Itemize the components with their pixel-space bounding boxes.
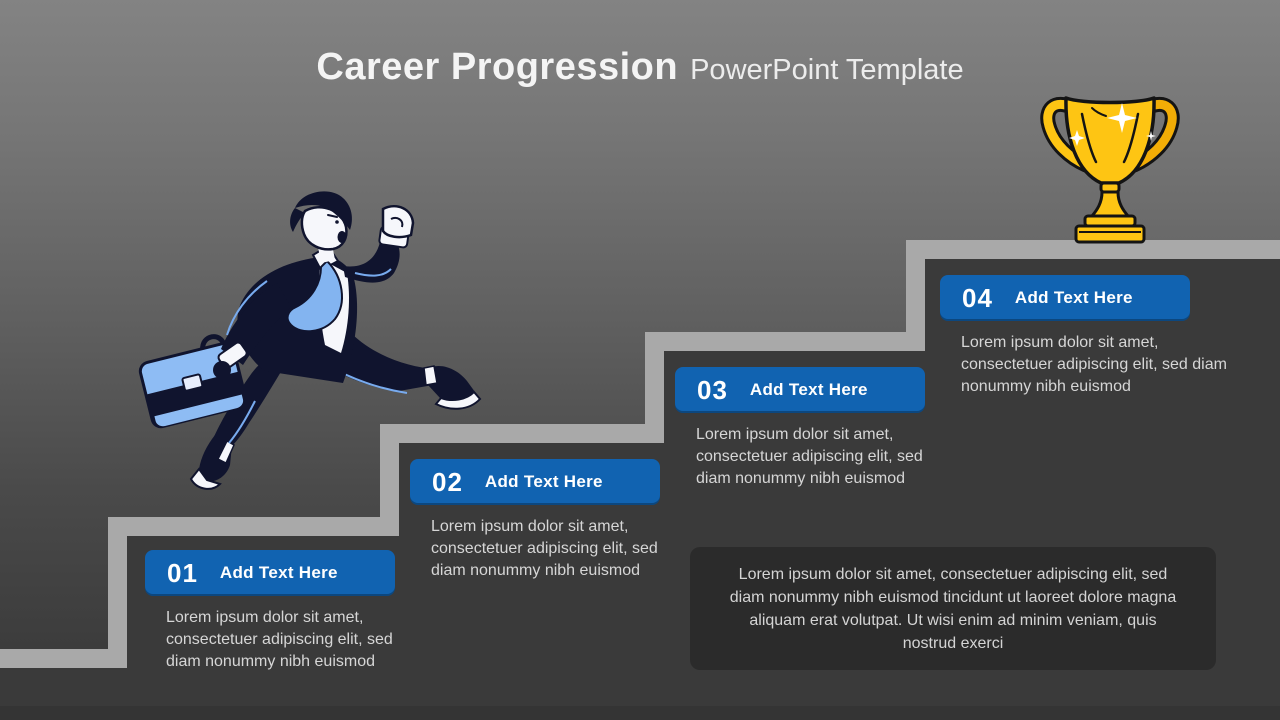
step-03-description[interactable]: Lorem ipsum dolor sit amet, consectetuer adipiscing elit, sed diam nonummy nibh euismod — [696, 426, 923, 487]
step-04 — [940, 275, 1240, 398]
step-03-number: 03 — [697, 374, 728, 405]
step-02-label: Add Text Here — [484, 472, 603, 491]
step-01-number: 01 — [167, 557, 198, 588]
step-04-description[interactable]: Lorem ipsum dolor sit amet, consectetuer adipiscing elit, sed diam nonummy nibh euismod — [961, 334, 1227, 395]
step-02-number: 02 — [432, 466, 463, 497]
step-03-button[interactable] — [675, 367, 925, 413]
bottom-strip — [0, 706, 1280, 720]
title-primary: Career Progression — [316, 46, 679, 88]
step-04-button[interactable] — [940, 275, 1190, 321]
step-04-label: Add Text Here — [1014, 288, 1133, 307]
summary-text: Lorem ipsum dolor sit amet, consectetuer adipiscing elit, sed diam nonummy nibh euismod tincidunt ut laoreet dolore magna aliquam erat volutpat. Ut wisi enim ad minim veniam, quis nostrud exerci — [729, 565, 1177, 652]
step-01-description[interactable]: Lorem ipsum dolor sit amet, consectetuer adipiscing elit, sed diam nonummy nibh euismod — [166, 609, 393, 670]
title-secondary: PowerPoint Template — [690, 54, 964, 86]
step-01 — [145, 550, 445, 673]
step-01-button[interactable] — [145, 550, 395, 596]
summary-box[interactable] — [690, 547, 1216, 670]
step-03 — [675, 367, 975, 490]
step-04-number: 04 — [962, 282, 993, 313]
page-title — [0, 46, 1280, 89]
step-03-label: Add Text Here — [749, 380, 868, 399]
step-01-label: Add Text Here — [219, 563, 338, 582]
running-businessman-illustration — [115, 185, 515, 515]
step-02-description[interactable]: Lorem ipsum dolor sit amet, consectetuer adipiscing elit, sed diam nonummy nibh euismod — [431, 518, 658, 579]
trophy-icon — [1040, 86, 1180, 244]
